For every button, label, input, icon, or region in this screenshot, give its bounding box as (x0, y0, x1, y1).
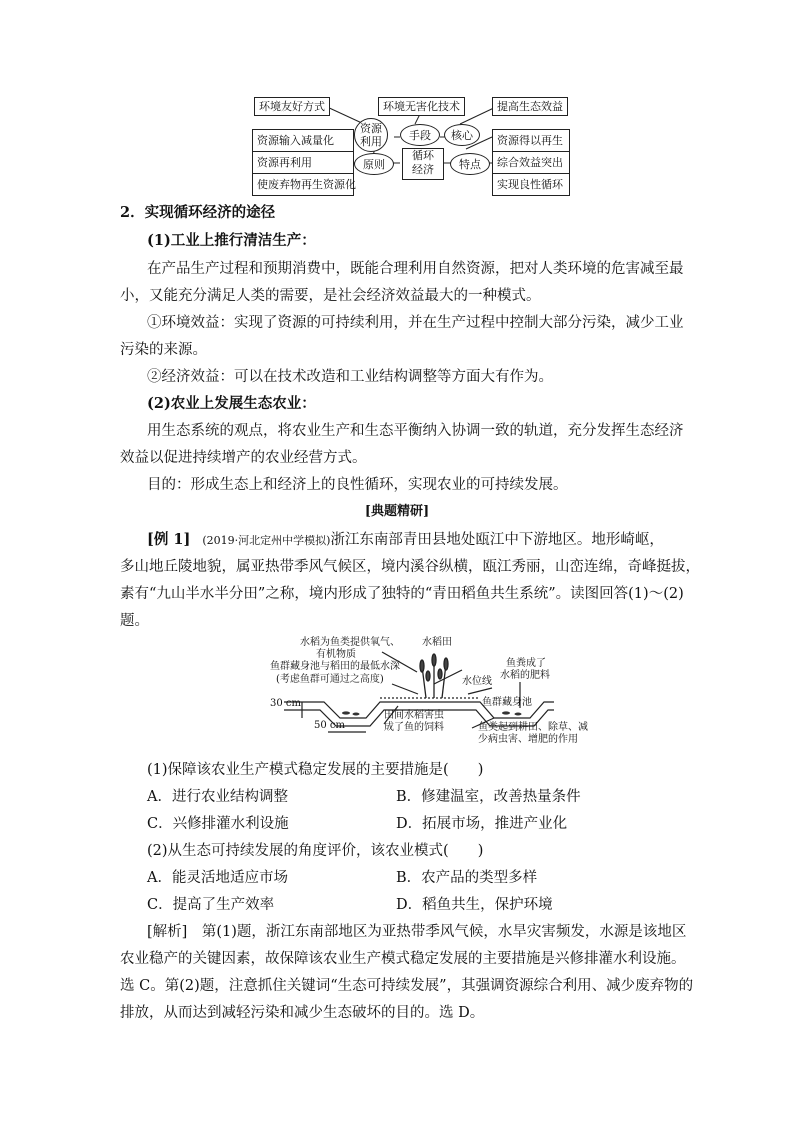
box-env-tech: 环境无害化技术 (378, 97, 465, 116)
q2-option-c: C．提高了生产效率 (147, 897, 275, 913)
center-circular-economy: 循环 经济 (402, 148, 444, 180)
env-benefit-line1: ①环境效益：实现了资源的可持续利用，并在生产过程中控制大部分污染，减少工业 (147, 315, 684, 331)
q1-option-d: D．拓展市场，推进产业化 (396, 816, 568, 832)
right-item: 实现良性循环 (497, 178, 563, 191)
example-line1 (147, 530, 707, 551)
agri-purpose: 目的：形成生态上和经济上的良性循环，实现农业的可持续发展。 (147, 477, 568, 493)
env-benefit-line2: 污染的来源。 (120, 342, 207, 358)
example-source: (2019·河北定州中学模拟) (202, 534, 331, 547)
left-item: 使废弃物再生资源化 (257, 178, 356, 191)
q2-stem: (2)从生态可持续发展的角度评价，该农业模式( ) (147, 843, 484, 859)
example-line4: 题。 (120, 613, 149, 629)
q1-option-b: B．修建温室，改善热量条件 (396, 789, 581, 805)
agri-line2: 效益以促进持续增产的农业经营方式。 (120, 450, 367, 466)
label-pond-depth: 鱼群藏身池与稻田的最低水深 (270, 661, 400, 672)
label-oxygen: 水稻为鱼类提供氧气、 (300, 637, 400, 648)
q1-option-c: C．兴修排灌水利设施 (147, 816, 289, 832)
analysis-line2: 农业稳产的关键因素，故保障该农业生产模式稳定发展的主要措施是兴修排灌水利设施。 (120, 951, 686, 967)
oval-resource-use: 资源 利用 (354, 118, 388, 152)
label-fish-role-2: 少病虫害、增肥的作用 (478, 734, 578, 745)
oval-feature: 特点 (450, 153, 490, 175)
left-item: 资源输入减量化 (253, 130, 353, 152)
example-line2: 多山地丘陵地貌，属亚热带季风气候区，境内溪谷纵横，瓯江秀丽，山峦连绵，奇峰挺拔， (120, 559, 700, 575)
q1-option-a: A．进行农业结构调整 (147, 789, 288, 805)
right-item: 综合效益突出 (493, 152, 569, 174)
label-water-level: 水位线 (462, 676, 492, 687)
label-manure: 鱼粪成了 (506, 658, 546, 669)
industry-line2: 小，又能充分满足人类的需要，是社会经济效益最大的一种模式。 (120, 288, 541, 304)
label-pond-depth-note: (考虑鱼群可通过之高度) (276, 674, 384, 685)
oval-core: 核心 (444, 124, 480, 146)
label-rice-field: 水稻田 (422, 637, 452, 648)
agri-title: (2)农业上发展生态农业： (147, 395, 316, 412)
q2-option-d: D．稻鱼共生，保护环境 (396, 897, 553, 913)
analysis-line4: 排放，从而达到减轻污染和减少生态破坏的目的。选 D。 (120, 1005, 485, 1021)
oval-principle: 原则 (354, 153, 394, 175)
industry-title: (1)工业上推行清洁生产： (147, 232, 316, 249)
label-30cm: 30 cm (270, 698, 301, 709)
section-heading: 2．实现循环经济的途径 (120, 204, 276, 221)
oval-means: 手段 (400, 124, 440, 146)
label-manure-2: 水稻的肥料 (500, 670, 550, 681)
label-organic: 有机物质 (316, 649, 356, 660)
example-header: [典题精研] (364, 504, 430, 519)
label-pest: 田间水稻害虫 (384, 710, 444, 721)
q2-option-a: A．能灵活地适应市场 (147, 870, 288, 886)
industry-line1: 在产品生产过程和预期消费中，既能合理利用自然资源，把对人类环境的危害减至最 (147, 261, 684, 277)
box-eco-benefit: 提高生态效益 (492, 97, 568, 116)
box-env-friendly: 环境友好方式 (254, 97, 330, 116)
left-item: 资源再利用 (253, 152, 353, 174)
label-fish-pond: 鱼群藏身池 (482, 697, 532, 708)
right-items-box (492, 129, 570, 196)
example-tag: [例 1] (147, 531, 191, 548)
agri-line1: 用生态系统的观点，将农业生产和生态平衡纳入协调一致的轨道，充分发挥生态经济 (147, 423, 684, 439)
label-50cm: 50 cm (314, 720, 345, 731)
example-line3: 素有“九山半水半分田”之称，境内形成了独特的“青田稻鱼共生系统”。读图回答(1)～(2) (120, 586, 684, 602)
econ-benefit: ②经济效益：可以在技术改造和工业结构调整等方面大有作为。 (147, 369, 553, 385)
analysis-line3: 选 C。第(2)题，注意抓住关键词“生态可持续发展”，其强调资源综合利用、减少废弃物的 (120, 978, 694, 994)
label-pest-2: 成了鱼的饲料 (384, 722, 444, 733)
example-text: 浙江东南部青田县地处瓯江中下游地区。地形崎岖， (330, 532, 664, 548)
analysis-line1: [解析] 第(1)题，浙江东南部地区为亚热带季风气候，水旱灾害频发，水源是该地区 (147, 924, 687, 940)
left-items-box (252, 129, 354, 196)
right-item: 资源得以再生 (493, 130, 569, 152)
q2-option-b: B．农产品的类型多样 (396, 870, 538, 886)
q1-stem: (1)保障该农业生产模式稳定发展的主要措施是( ) (147, 762, 484, 778)
label-fish-role: 鱼类起到耕田、除草、减 (478, 722, 588, 733)
